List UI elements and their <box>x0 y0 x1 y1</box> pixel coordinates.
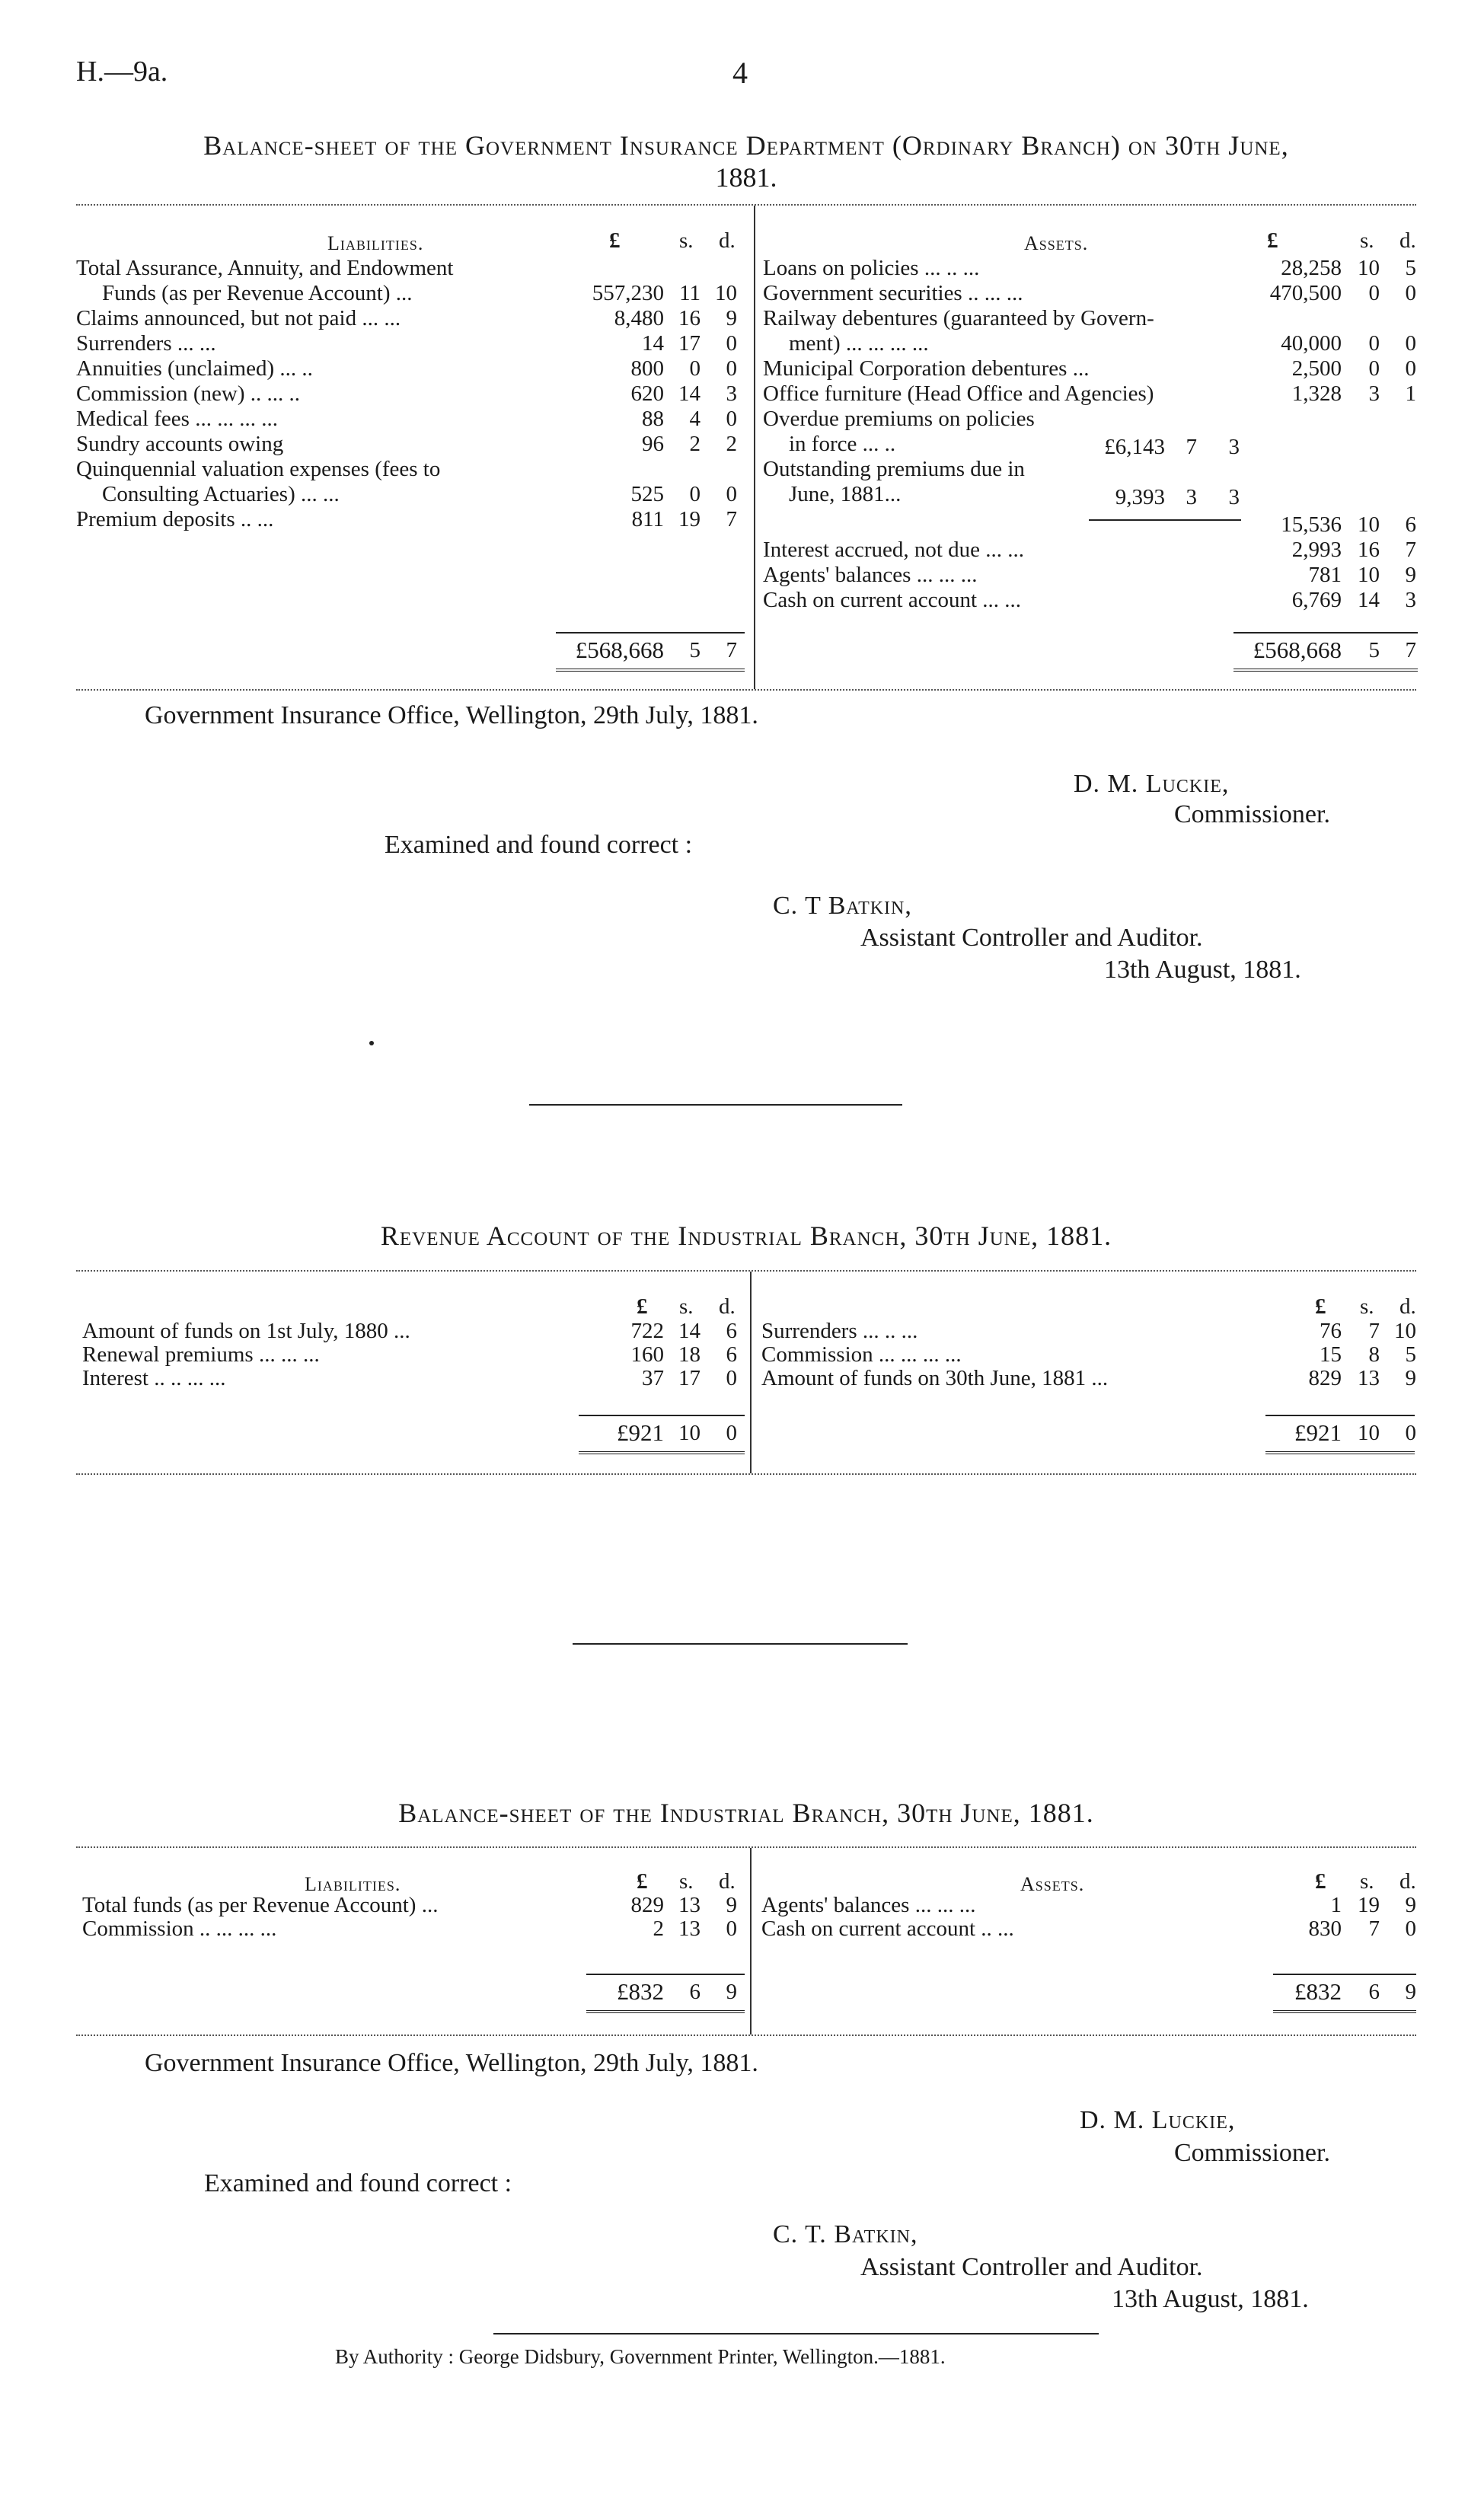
total-rule <box>1265 1415 1415 1416</box>
row-label: Agents' balances ... ... ... <box>761 1893 976 1917</box>
total-pounds: £568,668 <box>575 637 664 663</box>
divider <box>76 1473 1416 1475</box>
pence-value: 0 <box>726 482 737 506</box>
sheet1-title: Balance-sheet of the Government Insurance Department (Ordinary Branch) on 30th June, <box>203 130 1289 161</box>
total-rule <box>1273 1974 1416 1975</box>
column-divider <box>754 206 755 689</box>
auditor-name: C. T Batkin, <box>773 892 912 920</box>
pounds-value: 781 <box>1308 563 1342 587</box>
pence-value: 3 <box>726 381 737 406</box>
shillings-value: 18 <box>678 1342 701 1367</box>
row-label: Sundry accounts owing <box>76 432 284 456</box>
shillings-value: 0 <box>689 356 701 381</box>
sub-pounds: 9,393 <box>1115 485 1165 509</box>
shillings-value: 14 <box>1358 588 1380 612</box>
row-label: Railway debentures (guaranteed by Govern- <box>763 306 1154 330</box>
shillings-value: 16 <box>678 306 701 330</box>
row-label: Commission .. ... ... ... <box>82 1916 277 1941</box>
pence-header: d. <box>1399 1294 1416 1319</box>
total-shillings: 10 <box>678 1421 701 1445</box>
total-double-rule <box>1233 669 1418 672</box>
pence-value: 9 <box>726 1893 737 1917</box>
shillings-value: 13 <box>1358 1366 1380 1390</box>
row-label: Surrenders ... ... <box>76 331 216 356</box>
sub-rule <box>1089 519 1241 521</box>
row-label: Loans on policies ... .. ... <box>763 256 980 280</box>
pence-value: 9 <box>1405 1366 1416 1390</box>
divider <box>76 2035 1416 2036</box>
row-label: Municipal Corporation debentures ... <box>763 356 1090 381</box>
pence-header: d. <box>1399 228 1416 253</box>
row-label: Surrenders ... .. ... <box>761 1319 918 1343</box>
pounds-value: 2 <box>653 1916 664 1941</box>
total-pounds: £921 <box>617 1419 664 1446</box>
pence-value: 0 <box>726 331 737 356</box>
pence-value: 6 <box>726 1319 737 1343</box>
row-label: Interest .. .. ... ... <box>82 1366 226 1390</box>
pence-header: d. <box>719 1294 736 1319</box>
row-label: Cash on current account .. ... <box>761 1916 1014 1941</box>
document-reference: H.—9a. <box>76 56 168 88</box>
signatory-role: Commissioner. <box>1174 2139 1330 2167</box>
row-label: Cash on current account ... ... <box>763 588 1022 612</box>
pence-value: 7 <box>726 507 737 531</box>
divider <box>76 1846 1416 1848</box>
row-label: Office furniture (Head Office and Agencies) <box>763 381 1154 406</box>
row-label: Annuities (unclaimed) ... .. <box>76 356 313 381</box>
row-label: Overdue premiums on policies <box>763 407 1035 431</box>
total-double-rule <box>586 2010 745 2013</box>
total-double-rule <box>556 669 745 672</box>
audit-date: 13th August, 1881. <box>1104 956 1301 984</box>
sheet2-title: Balance-sheet of the Industrial Branch, 30th June, 1881. <box>398 1798 1094 1828</box>
sub-pounds: £6,143 <box>1104 435 1165 459</box>
total-pence: 0 <box>726 1421 737 1445</box>
pounds-value: 800 <box>630 356 664 381</box>
total-double-rule <box>1265 1451 1415 1454</box>
total-double-rule <box>1273 2010 1416 2013</box>
pence-value: 9 <box>1405 1893 1416 1917</box>
divider <box>76 1270 1416 1272</box>
pounds-value: 525 <box>630 482 664 506</box>
shilling-header: s. <box>679 1294 694 1319</box>
column-divider <box>750 1848 752 2035</box>
pence-value: 0 <box>726 407 737 431</box>
pence-value: 5 <box>1405 1342 1416 1367</box>
total-shillings: 5 <box>1368 638 1380 662</box>
section-separator <box>529 1104 902 1106</box>
pence-value: 0 <box>1405 331 1416 356</box>
row-label: Government securities .. ... ... <box>763 281 1023 305</box>
total-pence: 9 <box>1405 1980 1416 2004</box>
shillings-value: 4 <box>689 407 701 431</box>
divider <box>76 204 1416 206</box>
pounds-value: 40,000 <box>1281 331 1342 356</box>
pence-value: 5 <box>1405 256 1416 280</box>
pence-value: 0 <box>1405 1916 1416 1941</box>
row-label: Claims announced, but not paid ... ... <box>76 306 401 330</box>
pence-value: 1 <box>1405 381 1416 406</box>
pence-value: 0 <box>726 1366 737 1390</box>
pence-value: 2 <box>726 432 737 456</box>
total-pounds: £832 <box>1294 1978 1342 2005</box>
row-label: Amount of funds on 1st July, 1880 ... <box>82 1319 410 1343</box>
pounds-value: 829 <box>630 1893 664 1917</box>
sub-total-shillings: 10 <box>1358 512 1380 537</box>
row-label: Funds (as per Revenue Account) ... <box>102 281 413 305</box>
shilling-header: s. <box>1360 228 1374 253</box>
pounds-value: 96 <box>642 432 664 456</box>
total-pence: 7 <box>1405 638 1416 662</box>
sub-shillings: 3 <box>1186 485 1197 509</box>
shillings-value: 0 <box>1368 331 1380 356</box>
row-label: Commission ... ... ... ... <box>761 1342 962 1367</box>
pound-header: £ <box>637 1869 648 1894</box>
pounds-value: 829 <box>1308 1366 1342 1390</box>
row-label: in force ... .. <box>789 432 896 456</box>
row-label: ment) ... ... ... ... <box>789 331 929 356</box>
pence-value: 10 <box>1394 1319 1416 1343</box>
assets-heading: Assets. <box>1024 232 1089 254</box>
pence-value: 6 <box>726 1342 737 1367</box>
row-label: June, 1881... <box>789 482 902 506</box>
imprint: By Authority : George Didsbury, Government Printer, Wellington.—1881. <box>335 2345 946 2368</box>
divider <box>76 689 1416 691</box>
auditor-role: Assistant Controller and Auditor. <box>860 2253 1203 2281</box>
pounds-value: 2,993 <box>1291 538 1342 562</box>
shillings-value: 11 <box>679 281 701 305</box>
total-shillings: 10 <box>1358 1421 1380 1445</box>
shillings-value: 0 <box>1368 281 1380 305</box>
pence-value: 0 <box>726 1916 737 1941</box>
column-divider <box>750 1272 752 1473</box>
pence-header: d. <box>719 228 736 253</box>
shillings-value: 3 <box>1368 381 1380 406</box>
sub-pence: 3 <box>1228 485 1240 509</box>
pence-value: 10 <box>715 281 737 305</box>
row-label: Total Assurance, Annuity, and Endowment <box>76 256 454 280</box>
total-pence: 0 <box>1405 1421 1416 1445</box>
pence-value: 0 <box>726 356 737 381</box>
auditor-name: C. T. Batkin, <box>773 2220 918 2248</box>
total-pounds: £921 <box>1294 1419 1342 1446</box>
pounds-value: 28,258 <box>1281 256 1342 280</box>
sub-pence: 3 <box>1228 435 1240 459</box>
shillings-value: 14 <box>678 381 701 406</box>
pounds-value: 88 <box>642 407 664 431</box>
total-rule <box>579 1415 745 1416</box>
total-pounds: £832 <box>617 1978 664 2005</box>
shillings-value: 16 <box>1358 538 1380 562</box>
shillings-value: 17 <box>678 1366 701 1390</box>
liabilities-heading: Liabilities. <box>305 1873 401 1895</box>
sub-shillings: 7 <box>1186 435 1197 459</box>
row-label: Commission (new) .. ... .. <box>76 381 301 406</box>
revenue-title: Revenue Account of the Industrial Branch, 30th June, 1881. <box>380 1221 1112 1251</box>
row-label: Consulting Actuaries) ... ... <box>102 482 340 506</box>
section-separator <box>573 1643 908 1645</box>
shillings-value: 2 <box>689 432 701 456</box>
total-rule <box>1233 632 1418 633</box>
shillings-value: 0 <box>1368 356 1380 381</box>
total-rule <box>556 632 745 633</box>
pounds-value: 6,769 <box>1291 588 1342 612</box>
shillings-value: 0 <box>689 482 701 506</box>
shilling-header: s. <box>679 228 694 253</box>
pounds-value: 470,500 <box>1269 281 1342 305</box>
ink-speck <box>369 1041 374 1045</box>
pence-header: d. <box>1399 1869 1416 1894</box>
pence-value: 7 <box>1405 538 1416 562</box>
examined-line: Examined and found correct : <box>204 2169 512 2197</box>
shillings-value: 19 <box>1358 1893 1380 1917</box>
auditor-role: Assistant Controller and Auditor. <box>860 924 1203 952</box>
pound-header: £ <box>609 228 621 253</box>
row-label: Quinquennial valuation expenses (fees to <box>76 457 441 481</box>
shillings-value: 7 <box>1368 1916 1380 1941</box>
pence-value: 0 <box>1405 356 1416 381</box>
total-shillings: 5 <box>689 638 701 662</box>
total-pence: 9 <box>726 1980 737 2004</box>
shillings-value: 7 <box>1368 1319 1380 1343</box>
pounds-value: 557,230 <box>592 281 664 305</box>
signatory-name: D. M. Luckie, <box>1074 770 1230 798</box>
total-shillings: 6 <box>1368 1980 1380 2004</box>
row-label: Total funds (as per Revenue Account) ... <box>82 1893 439 1917</box>
row-label: Amount of funds on 30th June, 1881 ... <box>761 1366 1109 1390</box>
sub-total-pounds: 15,536 <box>1281 512 1342 537</box>
total-rule <box>586 1974 745 1975</box>
pounds-value: 37 <box>642 1366 664 1390</box>
examined-line: Examined and found correct : <box>385 831 693 859</box>
total-double-rule <box>579 1451 745 1454</box>
row-label: Agents' balances ... ... ... <box>763 563 978 587</box>
footer-rule <box>493 2333 1099 2334</box>
shillings-value: 13 <box>678 1916 701 1941</box>
liabilities-heading: Liabilities. <box>327 232 424 254</box>
pounds-value: 620 <box>630 381 664 406</box>
pounds-value: 14 <box>642 331 664 356</box>
pounds-value: 8,480 <box>614 306 664 330</box>
shilling-header: s. <box>1360 1869 1374 1894</box>
pence-value: 3 <box>1405 588 1416 612</box>
pound-header: £ <box>1315 1294 1326 1319</box>
pence-header: d. <box>719 1869 736 1894</box>
office-line: Government Insurance Office, Wellington, 29th July, 1881. <box>145 701 758 729</box>
row-label: Renewal premiums ... ... ... <box>82 1342 320 1367</box>
pounds-value: 811 <box>631 507 664 531</box>
shillings-value: 17 <box>678 331 701 356</box>
pounds-value: 722 <box>630 1319 664 1343</box>
pounds-value: 15 <box>1320 1342 1342 1367</box>
audit-date: 13th August, 1881. <box>1112 2285 1309 2313</box>
assets-heading: Assets. <box>1020 1873 1085 1895</box>
shillings-value: 8 <box>1368 1342 1380 1367</box>
shilling-header: s. <box>679 1869 694 1894</box>
row-label: Interest accrued, not due ... ... <box>763 538 1025 562</box>
total-shillings: 6 <box>689 1980 701 2004</box>
signatory-role: Commissioner. <box>1174 800 1330 828</box>
pounds-value: 1,328 <box>1291 381 1342 406</box>
shillings-value: 14 <box>678 1319 701 1343</box>
sub-total-pence: 6 <box>1405 512 1416 537</box>
page-number: 4 <box>732 56 748 90</box>
pence-value: 0 <box>1405 281 1416 305</box>
total-pence: 7 <box>726 638 737 662</box>
shillings-value: 13 <box>678 1893 701 1917</box>
pound-header: £ <box>1267 228 1278 253</box>
shillings-value: 19 <box>678 507 701 531</box>
pound-header: £ <box>637 1294 648 1319</box>
shillings-value: 10 <box>1358 256 1380 280</box>
signatory-name: D. M. Luckie, <box>1080 2106 1236 2134</box>
pounds-value: 830 <box>1308 1916 1342 1941</box>
shilling-header: s. <box>1360 1294 1374 1319</box>
pounds-value: 2,500 <box>1291 356 1342 381</box>
total-pounds: £568,668 <box>1253 637 1342 663</box>
sheet1-title-year: 1881. <box>715 162 777 193</box>
pounds-value: 76 <box>1320 1319 1342 1343</box>
row-label: Medical fees ... ... ... ... <box>76 407 278 431</box>
pound-header: £ <box>1315 1869 1326 1894</box>
row-label: Outstanding premiums due in <box>763 457 1025 481</box>
pounds-value: 1 <box>1330 1893 1342 1917</box>
shillings-value: 10 <box>1358 563 1380 587</box>
office-line: Government Insurance Office, Wellington, 29th July, 1881. <box>145 2049 758 2077</box>
pence-value: 9 <box>726 306 737 330</box>
pounds-value: 160 <box>630 1342 664 1367</box>
row-label: Premium deposits .. ... <box>76 507 274 531</box>
pence-value: 9 <box>1405 563 1416 587</box>
